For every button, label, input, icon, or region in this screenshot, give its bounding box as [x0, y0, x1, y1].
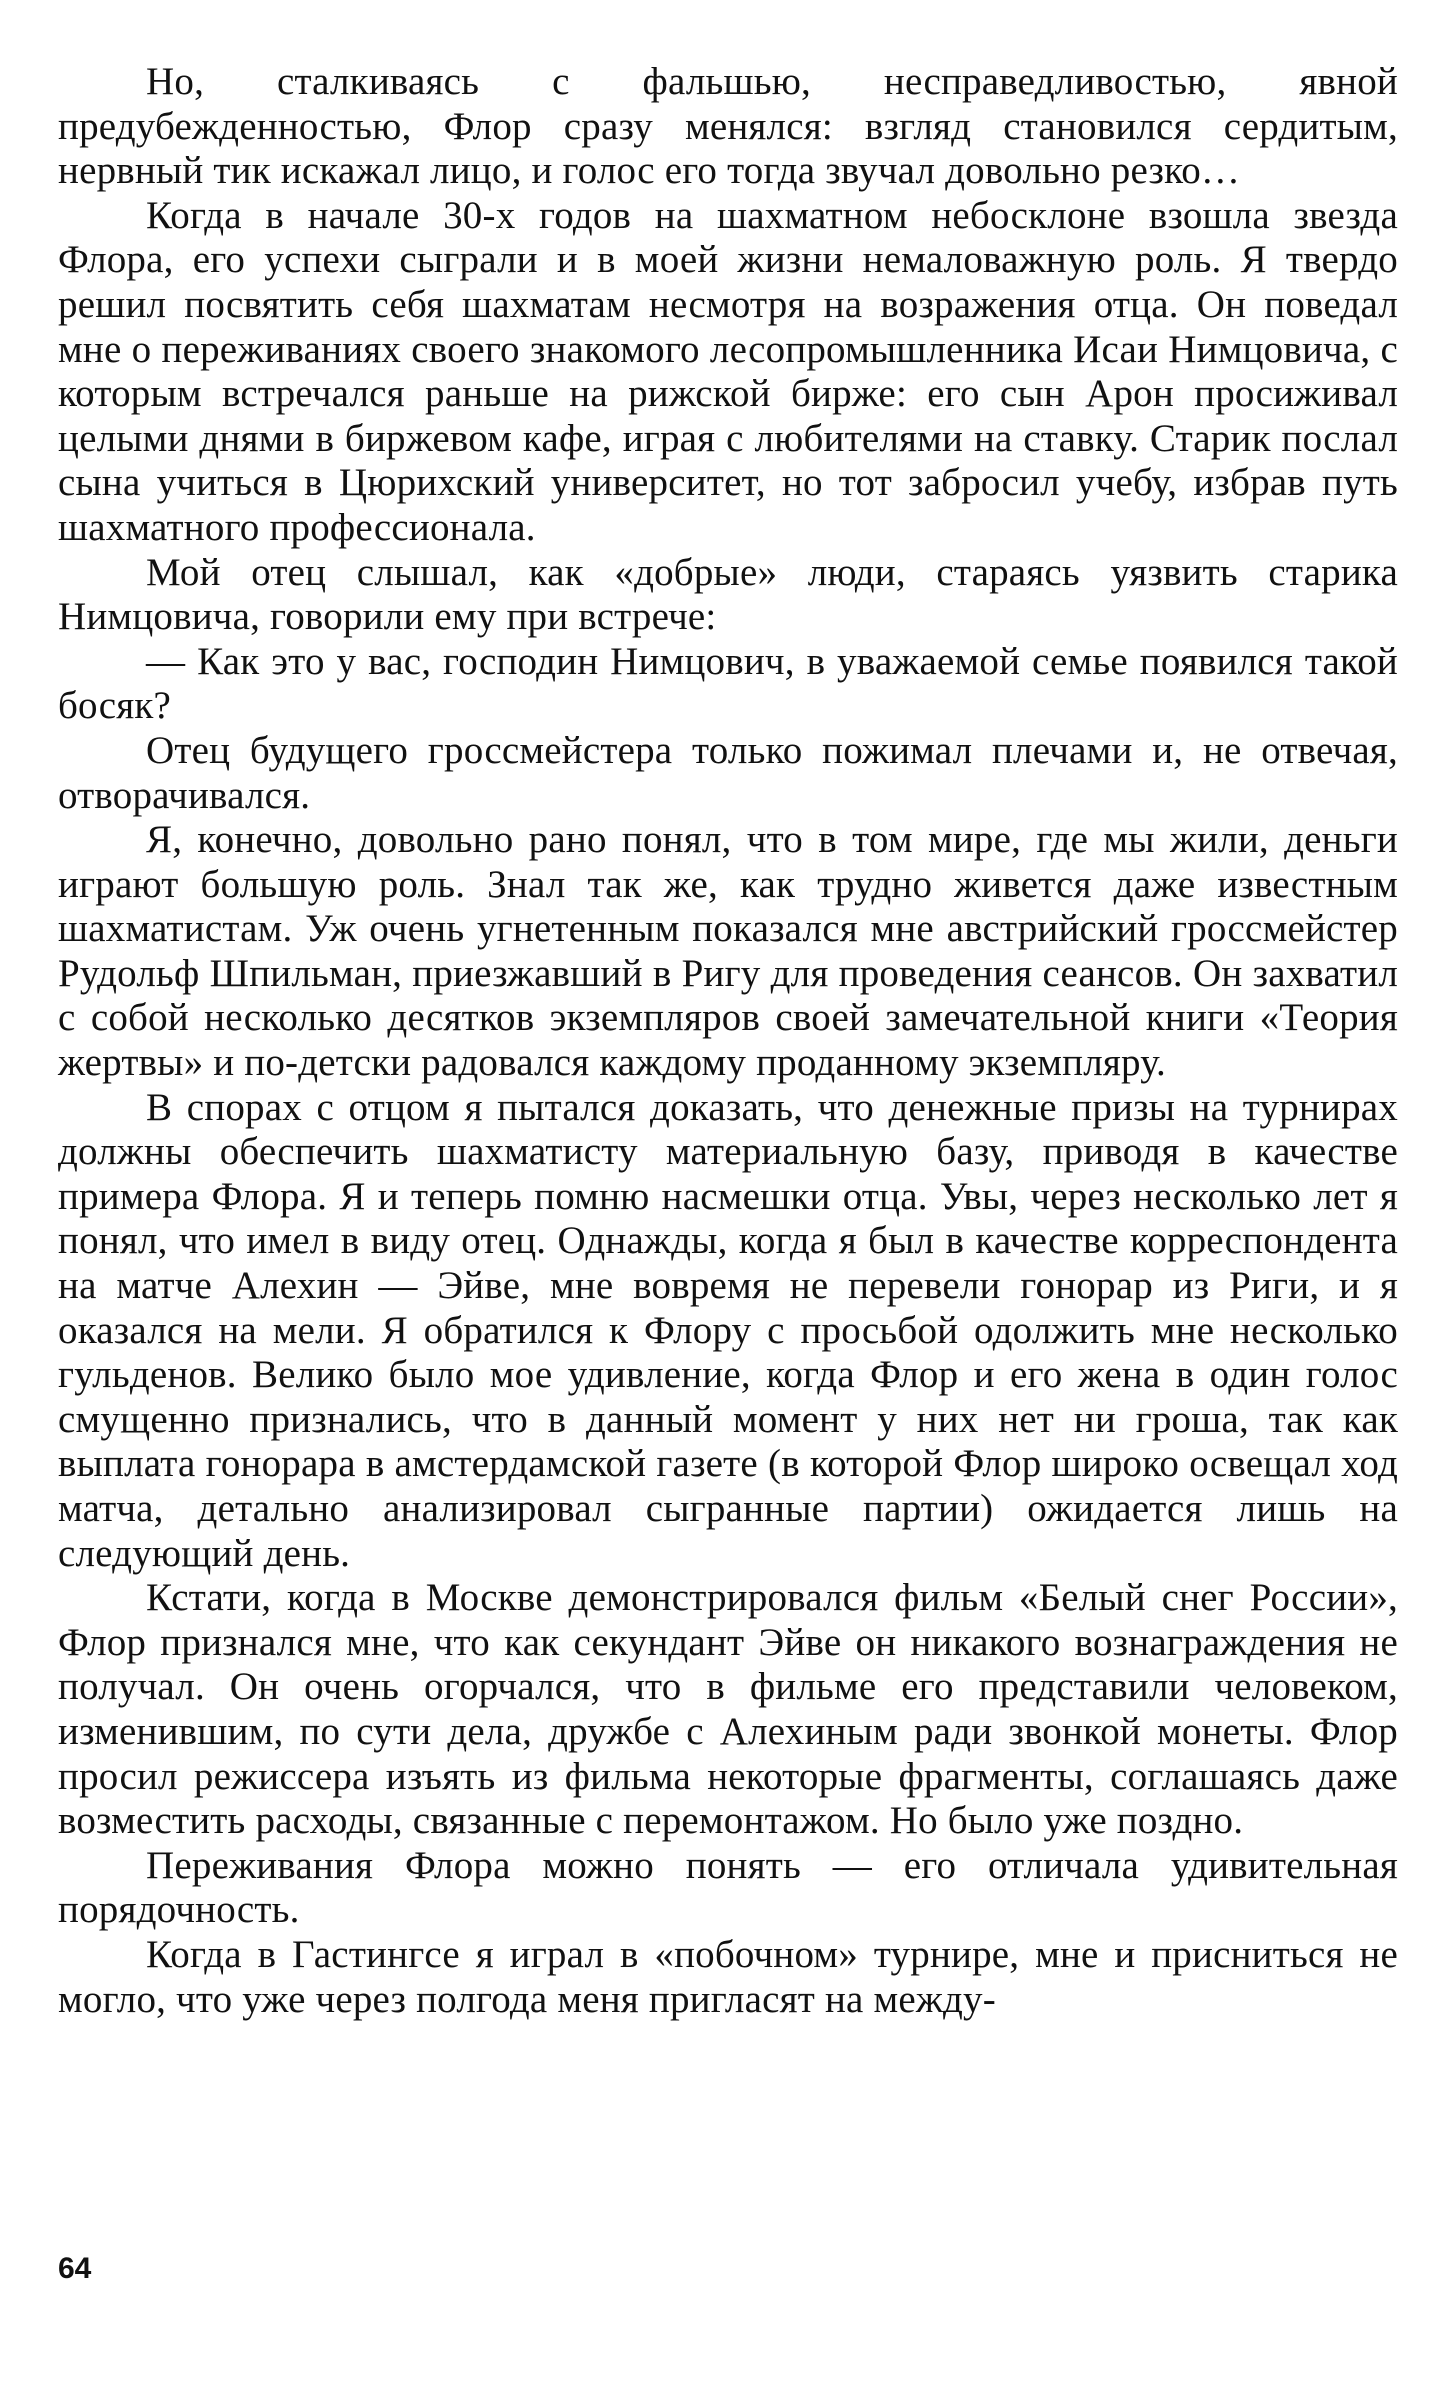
page-number: 64 [58, 2252, 92, 2285]
paragraph: Переживания Флора можно понять — его отличала удивительная порядочность. [58, 1843, 1398, 1932]
paragraph: Когда в начале 30-х годов на шахматном небосклоне взошла звезда Флора, его успехи сыграли и в моей жизни немаловажную роль. Я твердо решил посвятить себя шахматам несмотря на возражения отца. Он поведал мне о переживаниях своего знакомого лесопромышленника Исаи Нимцовича, с которым встречался раньше на рижской бирже: его сын Арон просиживал целыми днями в биржевом кафе, играя с любителями на ставку. Старик послал сына учиться в Цюрихский университет, но тот забросил учебу, избрав путь шахматного профессионала. [58, 193, 1398, 549]
paragraph: Я, конечно, довольно рано понял, что в том мире, где мы жили, деньги играют большую роль. Знал так же, как трудно живется даже известным шахматистам. Уж очень угнетенным показался мне австрийский гроссмейстер Рудольф Шпильман, приезжавший в Ригу для проведения сеансов. Он захватил с собой несколько десятков экземпляров своей замечательной книги «Теория жертвы» и по-детски радовался каждому проданному экземпляру. [58, 818, 1398, 1085]
paragraph: Но, сталкиваясь с фальшью, несправедливостью, явной предубежденностью, Флор сразу менялся: взгляд становился сердитым, нервный тик искажал лицо, и голос его тогда звучал довольно резко… [58, 60, 1398, 193]
dialog-line: — Как это у вас, господин Нимцович, в уважаемой семье появился такой босяк? [58, 639, 1398, 728]
paragraph: Когда в Гастингсе я играл в «побочном» турнире, мне и присниться не могло, что уже через полгода меня пригласят на между- [58, 1932, 1398, 2021]
paragraph: Кстати, когда в Москве демонстрировался фильм «Белый снег России», Флор признался мне, что как секундант Эйве он никакого вознаграждения не получал. Он очень огорчался, что в фильме его представили человеком, изменившим, по сути дела, дружбе с Алехиным ради звонкой монеты. Флор просил режиссера изъять из фильма некоторые фрагменты, соглашаясь даже возместить расходы, связанные с перемонтажом. Но было уже поздно. [58, 1576, 1398, 1843]
paragraph: В спорах с отцом я пытался доказать, что денежные призы на турнирах должны обеспечить шахматисту материальную базу, приводя в качестве примера Флора. Я и теперь помню насмешки отца. Увы, через несколько лет я понял, что имел в виду отец. Однажды, когда я был в качестве корреспондента на матче Алехин — Эйве, мне вовремя не перевели гонорар из Риги, и я оказался на мели. Я обратился к Флору с просьбой одолжить мне несколько гульденов. Велико было мое удивление, когда Флор и его жена в один голос смущенно признались, что в данный момент у них нет ни гроша, так как выплата гонорара в амстердамской газете (в которой Флор широко освещал ход матча, детально анализировал сыгранные партии) ожидается лишь на следующий день. [58, 1085, 1398, 1575]
page-body [58, 60, 1398, 2022]
paragraph: Отец будущего гроссмейстера только пожимал плечами и, не отвечая, отворачивался. [58, 728, 1398, 817]
paragraph: Мой отец слышал, как «добрые» люди, стараясь уязвить старика Нимцовича, говорили ему при встрече: [58, 550, 1398, 639]
